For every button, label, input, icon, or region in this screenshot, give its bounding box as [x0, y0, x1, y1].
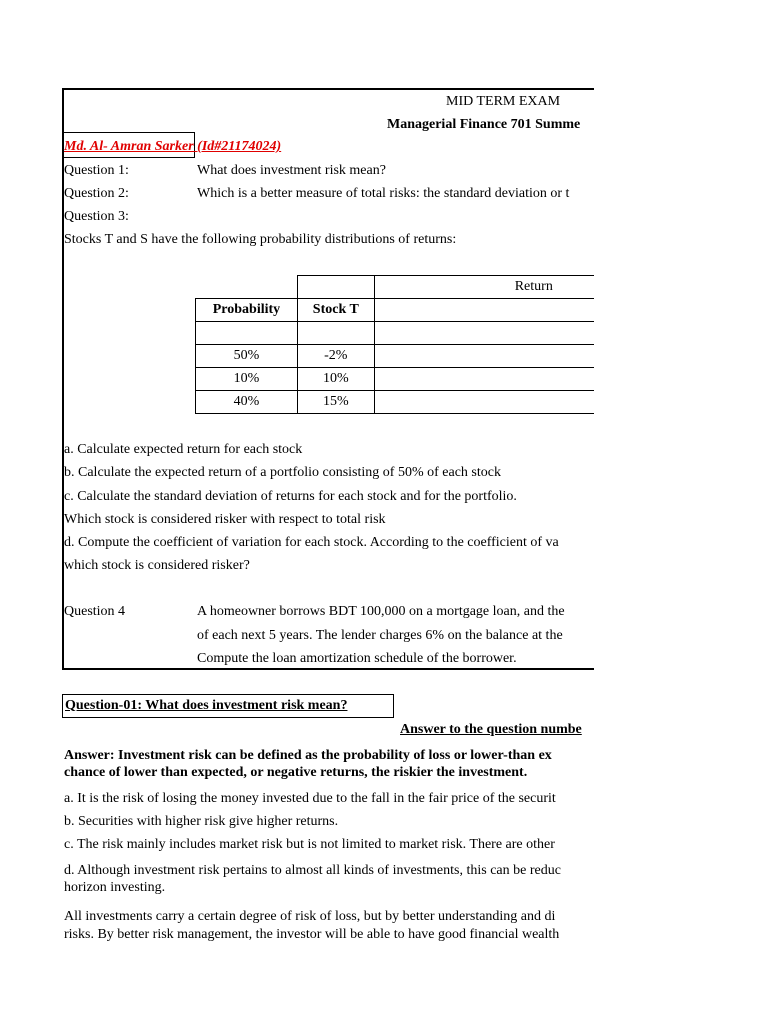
answer-paragraph-line-2: risks. By better risk management, the investor will be able to have good financial wealth [64, 927, 560, 942]
question-3-intro: Stocks T and S have the following probability distributions of returns: [64, 232, 457, 247]
answer-point-b: b. Securities with higher risk give higher returns. [64, 814, 339, 829]
answer-point-d-cont: horizon investing. [64, 880, 166, 895]
return-group-header: Return [374, 276, 594, 299]
question-4-line-1: A homeowner borrows BDT 100,000 on a mortgage loan, and the [197, 604, 565, 619]
probability-cell: 10% [196, 368, 298, 391]
answer-heading: Answer to the question numbe [400, 722, 582, 737]
exam-title: MID TERM EXAM [446, 94, 561, 109]
question-3-part-c: c. Calculate the standard deviation of returns for each stock and for the portfolio. [64, 489, 517, 504]
answer-line-1: Answer: Investment risk can be defined as the probability of loss or lower-than ex [64, 748, 552, 763]
answer-point-c: c. The risk mainly includes market risk but is not limited to market risk. There are other [64, 837, 555, 852]
stock-t-cell: 10% [297, 368, 374, 391]
probability-cell: 40% [196, 391, 298, 414]
question-3-label: Question 3: [64, 209, 129, 224]
answer-paragraph-line-1: All investments carry a certain degree of risk of loss, but by better understanding and di [64, 909, 556, 924]
col-header-probability: Probability [196, 299, 298, 322]
probability-cell: 50% [196, 345, 298, 368]
course-title: Managerial Finance 701 Summe [387, 117, 581, 132]
question-2-text: Which is a better measure of total risks: the standard deviation or t [197, 186, 570, 201]
answer-point-a: a. It is the risk of losing the money invested due to the fall in the fair price of the securit [64, 791, 556, 806]
stock-t-cell: -2% [297, 345, 374, 368]
table-row [196, 368, 595, 391]
question-3-part-c-cont: Which stock is considered risker with respect to total risk [64, 512, 386, 527]
question-4-label: Question 4 [64, 604, 126, 619]
stock-t-cell: 15% [297, 391, 374, 414]
question-3-part-d: d. Compute the coefficient of variation for each stock. According to the coefficient of va [64, 535, 559, 550]
question-1-text: What does investment risk mean? [197, 163, 386, 178]
table-row [196, 345, 595, 368]
col-header-stock-t: Stock T [297, 299, 374, 322]
question-1-label: Question 1: [64, 163, 129, 178]
question-3-part-d-cont: which stock is considered risker? [64, 558, 250, 573]
question-3-part-b: b. Calculate the expected return of a portfolio consisting of 50% of each stock [64, 465, 501, 480]
returns-table [195, 275, 594, 414]
student-name: Md. Al- Amran Sarker (Id#21174024) [64, 139, 282, 154]
question-4-line-2: of each next 5 years. The lender charges 6% on the balance at the [197, 628, 563, 643]
answer-point-d: d. Although investment risk pertains to almost all kinds of investments, this can be reduc [64, 863, 561, 878]
question-2-label: Question 2: [64, 186, 129, 201]
question-01-title: Question-01: What does investment risk mean? [65, 698, 348, 713]
answer-line-2: chance of lower than expected, or negative returns, the riskier the investment. [64, 765, 528, 780]
table-row [196, 391, 595, 414]
question-4-line-3: Compute the loan amortization schedule of the borrower. [197, 651, 517, 666]
question-3-part-a: a. Calculate expected return for each stock [64, 442, 303, 457]
